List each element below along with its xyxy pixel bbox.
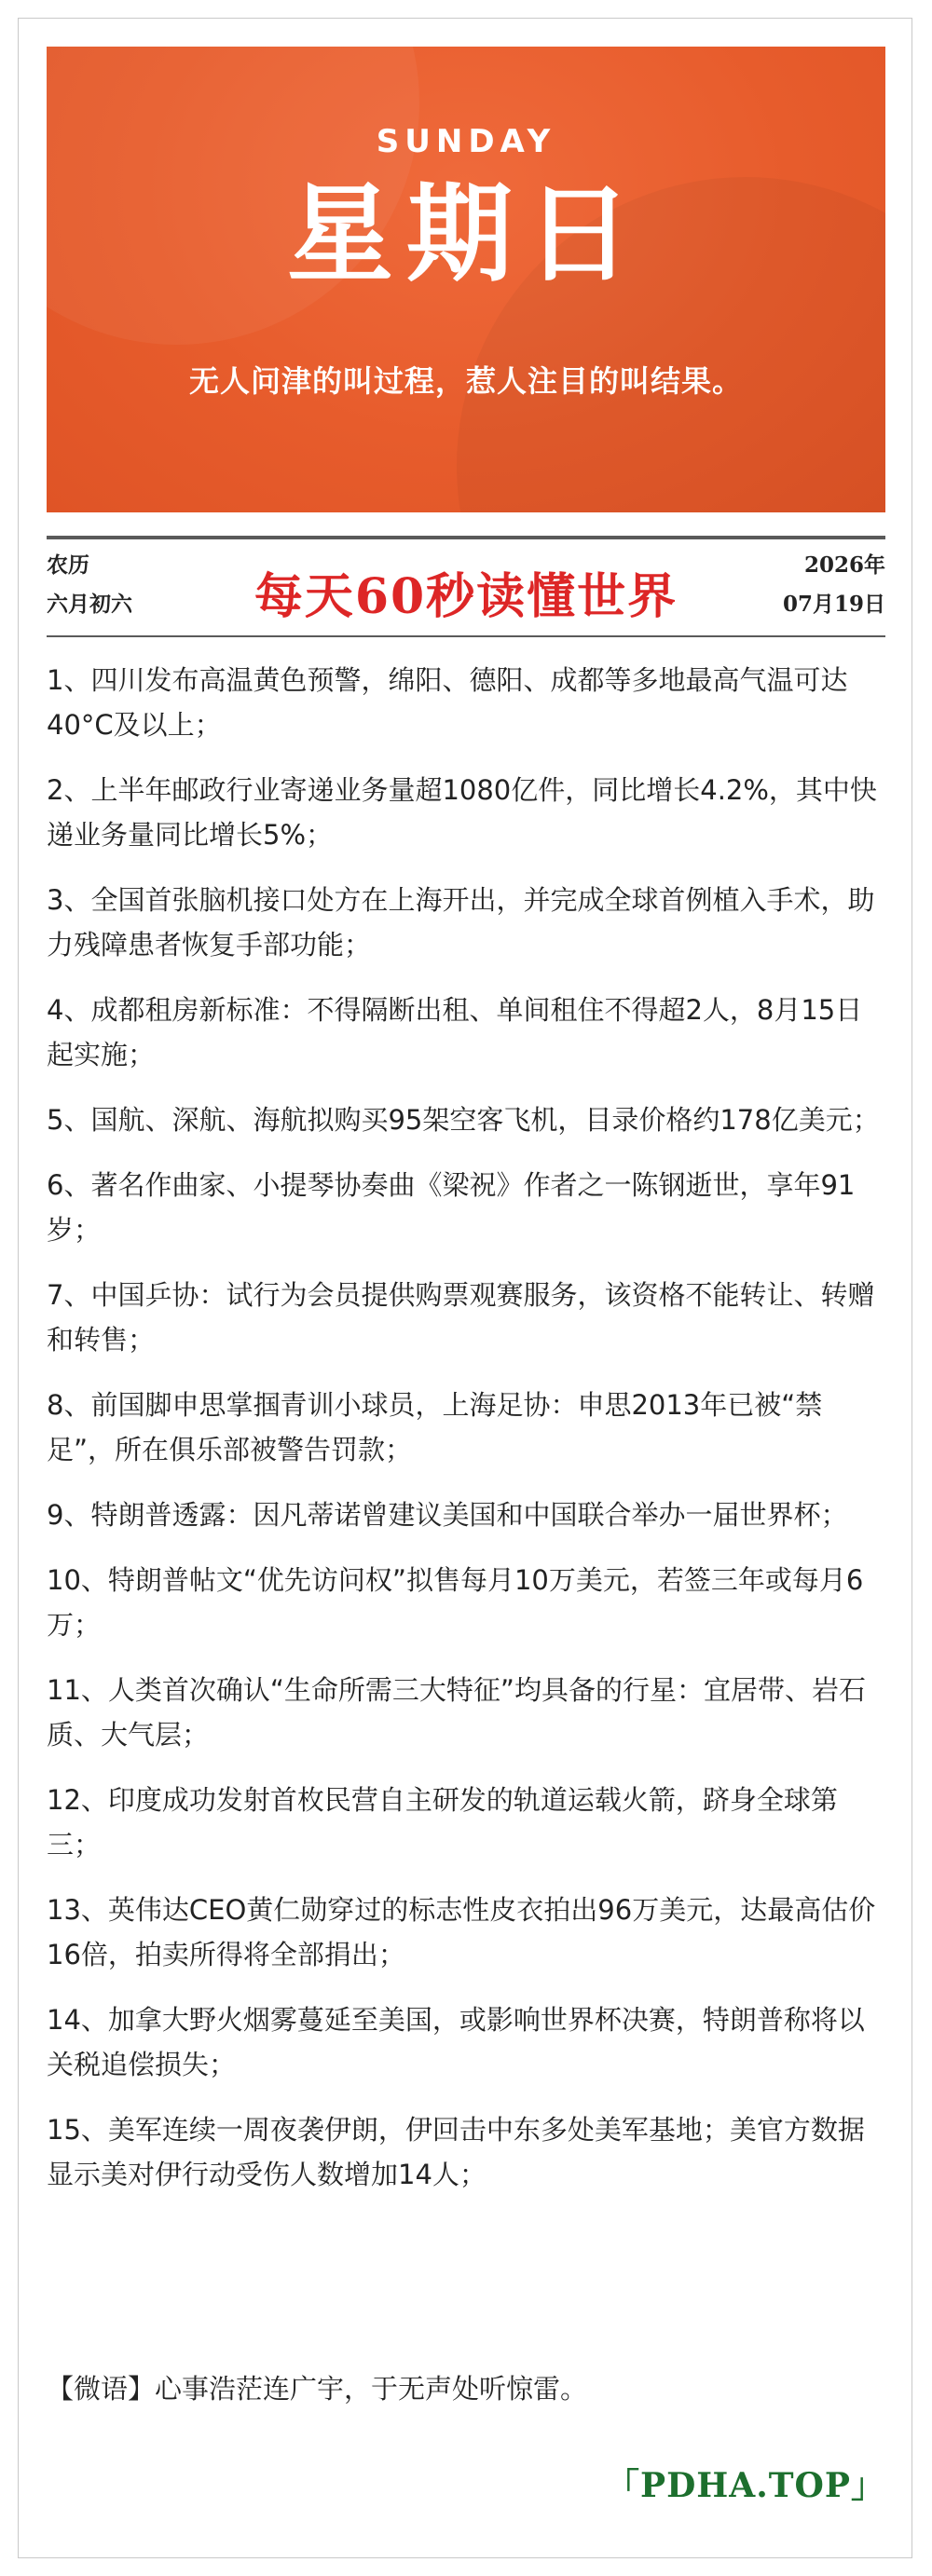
news-item: 14、加拿大野火烟雾蔓延至美国，或影响世界杯决赛，特朗普称将以关税追偿损失； [47,2004,865,2080]
news-item: 5、国航、深航、海航拟购买95架空客飞机，目录价格约178亿美元； [47,1104,880,1136]
news-item: 15、美军连续一周夜袭伊朗，伊回击中东多处美军基地；美官方数据显示美对伊行动受伤人数增加14人； [47,2114,865,2190]
news-item: 10、特朗普帖文“优先访问权”拟售每月10万美元，若签三年或每月6万； [47,1564,864,1641]
news-item: 12、印度成功发射首枚民营自主研发的轨道运载火箭，跻身全球第三； [47,1784,838,1860]
month-day: 07月19日 [782,592,885,617]
divider-top [47,536,885,539]
news-item: 2、上半年邮政行业寄递业务量超1080亿件，同比增长4.2%，其中快递业务量同比增长5%； [47,774,877,851]
site-mark: 「PDHA.TOP」 [606,2466,885,2505]
news-item: 7、中国乒协：试行为会员提供购票观赛服务，该资格不能转让、转赠和转售； [47,1279,875,1356]
news-item: 8、前国脚申思掌掴青训小球员，上海足协：申思2013年已被“禁足”，所在俱乐部被警告罚款； [47,1389,823,1465]
news-item: 11、人类首次确认“生命所需三大特征”均具备的行星：宜居带、岩石质、大气层； [47,1674,866,1751]
lunar-day: 六月初六 [47,592,132,617]
lunar-label: 农历 [47,552,89,578]
header-banner [47,47,885,512]
news-item: 6、著名作曲家、小提琴协奏曲《梁祝》作者之一陈钢逝世，享年91岁； [47,1169,856,1246]
news-item: 13、英伟达CEO黄仁勋穿过的标志性皮衣拍出96万美元，达最高估价16倍，拍卖所得将全部捐出； [47,1894,876,1970]
day-chinese: 星期日 [286,172,645,296]
news-item: 4、成都租房新标准：不得隔断出租、单间租住不得超2人，8月15日起实施； [47,994,863,1070]
news-item: 9、特朗普透露：因凡蒂诺曾建议美国和中国联合举办一届世界杯； [47,1499,848,1531]
news-item: 1、四川发布高温黄色预警，绵阳、德阳、成都等多地最高气温可达40°C及以上； [47,664,848,741]
year: 2026年 [803,552,885,578]
calendar-date [783,546,885,624]
motto: 无人问津的叫过程，惹人注目的叫结果。 [188,363,743,399]
divider-bottom [47,635,885,637]
page-title: 每天60秒读懂世界 [254,568,678,625]
news-item: 3、全国首张脑机接口处方在上海开出，并完成全球首例植入手术，助力残障患者恢复手部功能； [47,884,875,961]
daily-quote: 【微语】心事浩茫连广宇，于无声处听惊雷。 [47,2373,588,2405]
day-english: SUNDAY [376,123,556,160]
news-list [47,658,885,2217]
